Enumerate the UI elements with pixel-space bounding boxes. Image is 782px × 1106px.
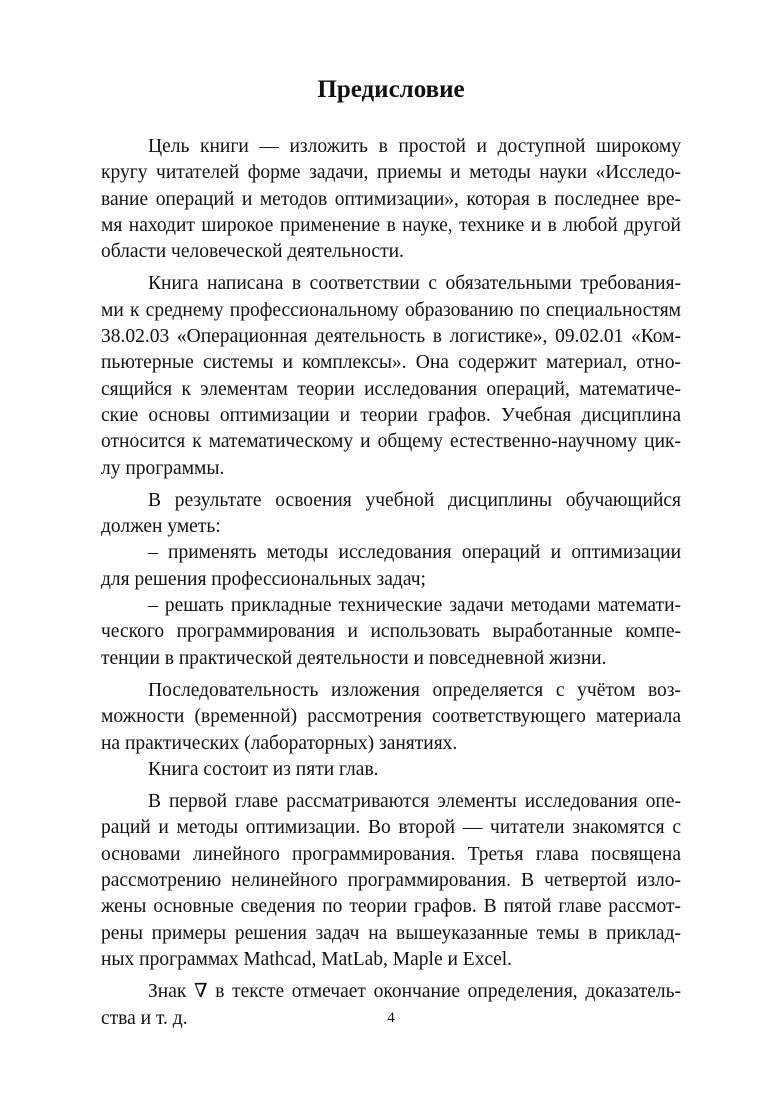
text-line: 38.02.03 «Операционная деятельность в логистике», 09.02.01 «Ком-: [101, 326, 681, 348]
list-item-skill-1: [101, 540, 681, 593]
text-line: Цель книги — изложить в простой и доступной широкому: [148, 136, 681, 157]
text-line: В первой главе рассматриваются элементы исследования опе-: [148, 791, 681, 813]
text-line: относится к математическому и общему естественно-научному цик-: [101, 431, 681, 453]
text-line: рассмотрению нелинейного программирования. В четвертой изло-: [101, 870, 681, 892]
text-line: на практических (лабораторных) занятиях.: [101, 732, 458, 754]
text-line: лу программы.: [101, 457, 225, 479]
text-line: Книга написана в соответствии с обязательными требования-: [148, 273, 681, 295]
text-line: основами линейного программирования. Третья глава посвящена: [101, 843, 681, 865]
list-item-skill-2: [101, 593, 681, 672]
paragraph-sequence: [101, 678, 681, 757]
text-line: рены примеры решения задач на вышеуказанные темы в приклад-: [101, 922, 681, 944]
text-line: – применять методы исследования операций и оптимизации: [148, 542, 681, 564]
text-line: области человеческой деятельности.: [101, 241, 404, 263]
text-line: В результате освоения учебной дисциплины обучающийся: [148, 489, 681, 511]
page-number: 4: [387, 1010, 395, 1026]
paragraph-standards: [101, 271, 681, 481]
text-line: для решения профессиональных задач;: [101, 568, 426, 590]
text-line: должен уметь:: [101, 516, 221, 538]
text-line: сящийся к элементам теории исследования операций, математиче-: [101, 378, 681, 400]
text-line: можности (временной) рассмотрения соответствующего материала: [101, 706, 681, 728]
text-line: ных программах Mathcad, MatLab, Maple и Excel.: [101, 948, 513, 970]
paragraph-purpose: [101, 134, 681, 265]
text-line: – решать прикладные технические задачи методами математи-: [148, 595, 681, 617]
text-line: Книга состоит из пяти глав.: [148, 758, 379, 780]
text-line: пьютерные системы и комплексы». Она содержит материал, отно-: [101, 352, 681, 374]
text-line: жены основные сведения по теории графов. В пятой главе рассмот-: [101, 896, 681, 918]
text-line: ческого программирования и использовать выработанные компе-: [101, 621, 681, 643]
text-line: ства и т. д.: [101, 1007, 188, 1029]
text-line: ми к среднему профессиональному образованию по специальностям: [101, 299, 681, 321]
text-line: Знак ∇ в тексте отмечает окончание определения, доказатель-: [148, 981, 681, 1003]
text-line: вание операций и методов оптимизации», которая в последнее вре-: [101, 188, 681, 210]
paragraph-chapters-overview: [101, 789, 681, 973]
paragraph-learning-outcomes: [101, 488, 681, 541]
page-title: Предисловие: [317, 76, 465, 103]
text-line: раций и методы оптимизации. Во второй — читатели знакомятся с: [101, 817, 681, 839]
text-line: ские основы оптимизации и теории графов. Учебная дисциплина: [101, 404, 681, 426]
text-line: Последовательность изложения определяется с учётом воз-: [148, 679, 681, 701]
text-line: тенции в практической деятельности и повседневной жизни.: [101, 647, 607, 669]
paragraph-chapters-count: [101, 757, 681, 783]
text-line: кругу читателей форме задачи, приемы и методы науки «Исследо-: [101, 162, 681, 184]
body-text: [101, 134, 681, 1032]
text-line: мя находит широкое применение в науке, технике и в любой другой: [101, 214, 681, 236]
